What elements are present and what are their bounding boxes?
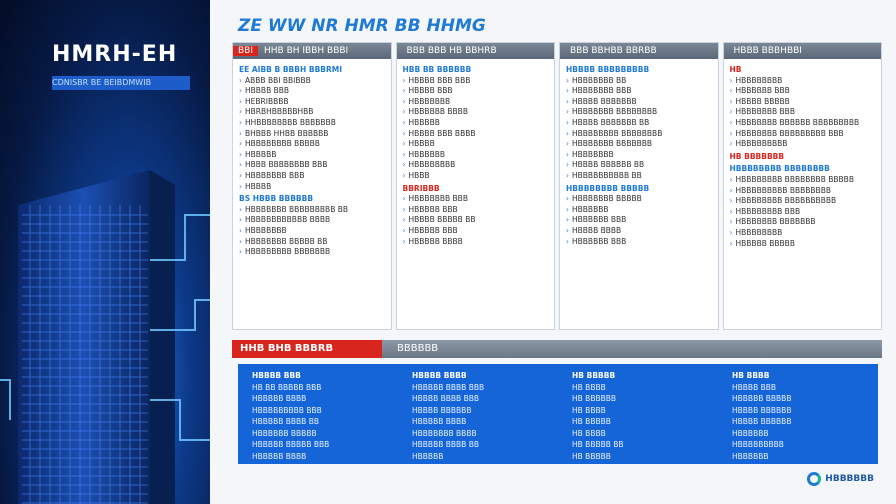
column-header [397,43,555,59]
bullet-icon: › [402,236,406,246]
panel-item: HBBBBB BBBB BB [412,440,480,449]
list-item-text: HBBBBBBBB BBBBB [245,139,320,149]
list-item-text: HBBBBBBBB [735,75,783,85]
list-item-text: HB [729,65,742,74]
panel-item: HBBBB BBB [732,382,777,392]
panel-column [238,364,398,464]
bullet-icon: › [729,196,733,206]
list-item [566,194,712,205]
list-item-text: BHBBB HHBB BBBBBB [245,128,329,138]
list-item-text: HBBBBBB BBBB [408,107,468,117]
bullet-icon: › [402,215,406,225]
bullet-icon: › [729,107,733,117]
list-item-text: HBBBBBBBBB [735,139,788,149]
bullet-icon: › [729,174,733,184]
list-item-text: HEBRIBBBB [245,96,289,106]
blue-summary-panel [238,364,878,464]
list-item [566,205,712,216]
bullet-icon: › [566,149,569,159]
logo-icon [807,472,821,486]
bullet-icon: › [566,160,569,170]
list-item-text: HBBBBBBBB BBBBBBBBBB [735,196,837,206]
list-item-text: HBBBBBBBBBBB BBBB [245,215,331,225]
bullet-icon: › [729,139,733,149]
list-item-text: BBRIBBB [402,183,440,193]
panel-item: HBBBBBB BBBBB [252,428,317,438]
list-item [239,97,385,108]
bullet-icon: › [239,149,242,159]
section-heading [566,184,712,195]
list-item-text: HBBBBBBBB BBBBB [566,183,650,193]
list-item-text: HBBBBBBBB BBBBBBBB BBBBB [735,174,854,184]
column-header-label: BBB BBB HB BBHRB [406,46,497,56]
panel-item: HBBBBBBB BBBB [412,428,477,438]
list-item-text: HBRBHBBBBBHBB [245,107,314,117]
panel-item: HBBBBB BBBB BBB [412,382,485,392]
bullet-icon: › [566,96,569,106]
bullet-icon: › [566,107,569,117]
panel-column [398,364,558,464]
list-item [239,76,385,87]
list-item [566,76,712,87]
list-item-text: HBBBBBB [408,149,446,159]
panel-item: HBBBBBB [732,428,769,438]
list-item [403,129,549,140]
list-item-text: HBBBBBBB BBBBBBB [735,217,816,227]
panel-heading: HBBBB BBBB [412,371,467,380]
list-item [730,118,876,129]
bullet-icon: › [402,96,406,106]
section-band [232,340,882,358]
panel-item: HB BBBB [572,428,606,438]
list-item-text: HBBBBBBB BB [572,75,627,85]
panel-item: HB BBBBB [572,417,611,426]
section-heading [566,65,712,76]
list-item [403,118,549,129]
panel-item: HBBBBB BBBB BB [252,417,320,426]
panel-item: HBBBBBBBBB [732,440,784,449]
bullet-icon: › [402,204,406,214]
column-header [233,43,391,59]
bullet-icon: › [402,170,406,180]
section-heading [403,184,549,195]
list-item-text: HBBBB BBB BBB [408,75,471,85]
hero-subtitle: CDNISBR BE BEIBDMWIB [52,76,190,90]
bullet-icon: › [566,204,569,214]
list-item [239,215,385,226]
list-item-text: HBBBB BBB [408,86,453,96]
list-item-text: HBBBBBBB BBB [408,194,468,204]
bullet-icon: › [239,215,242,225]
bullet-icon: › [239,170,242,180]
bullet-icon: › [239,107,242,117]
list-item-text: HBBBBB BBBB [408,236,463,246]
list-item [566,86,712,97]
list-item [239,226,385,237]
bullet-icon: › [402,160,406,170]
column-list [560,65,718,247]
list-item-text: HBBBB BBB [245,86,290,96]
list-item-text: HBBBBB [408,117,440,127]
bullet-icon: › [729,206,733,216]
bullet-icon: › [729,96,733,106]
bullet-icon: › [566,170,569,180]
list-item [566,150,712,161]
bullet-icon: › [566,128,569,138]
list-item-text: HBBBBBB BBB [735,86,790,96]
bullet-icon: › [402,225,406,235]
bullet-icon: › [402,86,406,96]
panel-item: HBBBBB [412,451,444,461]
hero-panel [0,0,210,504]
bullet-icon: › [566,225,569,235]
panel-item: HBBBBB BBBBB [732,394,792,403]
section-band-label: BBBBBB [397,343,439,354]
panel-item: HB BB BBBBB BBB [252,382,322,392]
list-item-text: HBBBB BBBBBBBBB [566,65,650,74]
list-item-text: HBBBBBBB [408,96,451,106]
panel-item: HB BBBB [572,405,606,415]
bullet-icon: › [729,128,733,138]
list-item-text: HBBBB BBBB [572,225,622,235]
section-heading [730,152,876,163]
list-item-text: HBBBBBBBBBB BB [572,170,642,180]
list-item [403,76,549,87]
bullet-icon: › [239,117,242,127]
section-heading [239,194,385,205]
list-item-text: HBBBB [245,181,272,191]
list-item-text: ABBB BBI BBIBBB [245,75,311,85]
bullet-icon: › [239,236,242,246]
list-item-text: HBBBB BBBBB [735,96,790,106]
list-item [730,86,876,97]
bullet-icon: › [729,86,733,96]
panel-heading: HBBBB BBB [252,371,301,380]
list-item [730,107,876,118]
panel-item: HBBBBBBBBB BBB [252,405,322,415]
hero-title: HMRH-EH [52,42,178,67]
bullet-icon: › [729,185,733,195]
bullet-icon: › [566,117,569,127]
section-heading [239,65,385,76]
column-header-label: HHB BH IBBH BBBI [264,46,349,56]
section-heading [730,65,876,76]
columns-container [232,42,882,330]
list-item-text: HBBBB BBBBBBB BB [572,117,650,127]
list-item-text: HBBBBBBBB [408,160,456,170]
panel-item: HB BBBBB BB [572,440,624,449]
list-item-text: HB BBBBBBB [729,151,785,161]
list-item [730,139,876,150]
content-column [232,42,392,330]
list-item-text: HBBBBBBB BBB [572,86,632,96]
list-item-text: HBBBBBB BBB [572,215,627,225]
section-heading [403,65,549,76]
list-item-text: HBBBBBBB BBBBBBBBB BB [245,204,349,214]
list-item [566,107,712,118]
list-item [239,182,385,193]
panel-column [718,364,878,464]
column-header-tag: BBI [233,46,258,56]
bullet-icon: › [402,75,406,85]
section-band-tag: HHB BHB BBBRB [232,340,382,358]
list-item [730,97,876,108]
column-header-label: BBB BBHBB BBRBB [570,46,657,56]
list-item-text: HHBBBBBBBB BBBBBBB [245,117,336,127]
bullet-icon: › [566,194,569,204]
list-item [730,186,876,197]
list-item [403,139,549,150]
list-item-text: EE AIBB B BBBH BBBRMI [239,65,343,74]
bullet-icon: › [239,225,242,235]
list-item-text: HBBBB BBBBBBB [572,96,637,106]
list-item [403,215,549,226]
bullet-icon: › [729,227,733,237]
list-item-text: HBBBBB [245,149,277,159]
list-item-text: HBB BB BBBBBB [402,65,472,74]
bullet-icon: › [566,75,569,85]
list-item-text: HBBBBBBB BBBBB [572,194,642,204]
list-item-text: HBBB [408,170,430,180]
panel-item: HB BBBB [572,382,606,392]
panel-heading: HB BBBBB [572,371,616,380]
list-item [730,239,876,250]
list-item [566,129,712,140]
bullet-icon: › [566,139,569,149]
list-item [730,175,876,186]
list-item [403,150,549,161]
list-item [566,118,712,129]
list-item [730,129,876,140]
list-item [403,171,549,182]
bullet-icon: › [402,117,406,127]
bullet-icon: › [239,181,242,191]
list-item [730,76,876,87]
list-item-text: HBBBBB BBB [408,204,458,214]
brand-logo [807,472,874,486]
list-item-text: HBBBBBBBB BBBBBBBB [729,164,830,174]
list-item [239,160,385,171]
list-item [239,247,385,258]
list-item-text: HBBBBBBB BBBBBBBB [572,107,658,117]
panel-item: HBBBBB BBBB [252,394,307,403]
list-item [239,129,385,140]
list-item [239,118,385,129]
list-item-text: HBBBBBBBB BBB [735,206,801,216]
bullet-icon: › [402,107,406,117]
list-item [566,160,712,171]
list-item [566,139,712,150]
panel-heading: HB BBBB [732,371,770,380]
list-item-text: HBBBBBBB BBBBBB BBBBBBBBB [735,117,860,127]
panel-item: HBBBBBB [732,451,769,461]
list-item [403,226,549,237]
page-title: ZE WW NR HMR BB HHMG [238,16,486,36]
list-item-text: HBBBBBBBBB BBBBBBBB [735,185,831,195]
column-list [233,65,391,258]
list-item [239,107,385,118]
panel-item: HBBBBB BBBB [412,417,467,426]
list-item [403,205,549,216]
list-item-text: HBBBBB BBB [408,225,458,235]
bullet-icon: › [729,217,733,227]
panel-item: HBBBB BBBB BBB [412,394,480,403]
bullet-icon: › [402,149,406,159]
bullet-icon: › [402,194,406,204]
list-item [239,171,385,182]
list-item-text: HBBBB [408,139,435,149]
panel-item: HBBBB BBBBBB [732,405,792,415]
bullet-icon: › [402,128,406,138]
list-item [403,160,549,171]
bullet-icon: › [729,117,733,127]
panel-column [558,364,718,464]
column-header-label: HBBB BBBHBBI [733,46,802,56]
list-item-text: HBBBBBBBB [735,227,783,237]
list-item-text: HBBBBBB BBB [572,236,627,246]
list-item [730,207,876,218]
list-item [566,171,712,182]
bullet-icon: › [239,160,242,170]
list-item-text: HBBBBBBB BBB [245,170,305,180]
list-item [239,205,385,216]
bullet-icon: › [239,86,242,96]
section-heading [730,164,876,175]
list-item-text: HBBBBBBB BBBBBBB [572,139,653,149]
content-column [559,42,719,330]
list-item [403,237,549,248]
bullet-icon: › [729,238,733,248]
list-item [566,237,712,248]
bullet-icon: › [566,236,569,246]
panel-item: HB BBBBB [572,451,611,461]
column-header [724,43,882,59]
list-item [403,86,549,97]
logo-text: HBBBBBB [825,474,874,484]
bullet-icon: › [239,75,242,85]
list-item-text: HBBBB BBBBBB BB [572,160,645,170]
list-item-text: HBBBBBBB [245,225,287,235]
list-item-text: HBBBBBBB [572,149,614,159]
bullet-icon: › [566,215,569,225]
list-item [239,139,385,150]
bullet-icon: › [239,247,242,257]
bullet-icon: › [239,139,242,149]
list-item [566,215,712,226]
panel-item: HBBBB BBBBBB [732,417,792,426]
list-item [566,226,712,237]
bullet-icon: › [239,128,242,138]
list-item [239,86,385,97]
column-list [724,65,882,249]
list-item [566,97,712,108]
panel-item: HB BBBBBB [572,394,617,403]
list-item-text: HBBBBB BBBBB [735,238,795,248]
content-column [723,42,883,330]
list-item [239,150,385,161]
list-item-text: HBBB BBBBBBBB BBB [245,160,328,170]
content-column [396,42,556,330]
panel-item: HBBBBB BBBBB BBB [252,440,330,449]
panel-item: HBBBBB BBBB [252,451,307,461]
bullet-icon: › [239,96,242,106]
list-item-text: HBBBB BBB BBBB [408,128,476,138]
list-item [403,194,549,205]
content-area [210,0,896,504]
list-item [730,196,876,207]
list-item [730,217,876,228]
column-list [397,65,555,247]
list-item [403,107,549,118]
column-header [560,43,718,59]
bullet-icon: › [239,204,242,214]
bullet-icon: › [729,75,733,85]
list-item-text: HBBBBBBBB BBBBBBBB [572,128,663,138]
list-item [730,228,876,239]
bullet-icon: › [402,139,406,149]
list-item-text: HBBBBBBB BBBBBBBBB BBB [735,128,844,138]
list-item-text: HBBBBBBB BBB [735,107,795,117]
list-item-text: HBBBBBBBB BBBBBBB [245,247,331,257]
list-item-text: HBBBB BBBBB BB [408,215,476,225]
bullet-icon: › [566,86,569,96]
list-item-text: HBBBBBBB BBBBB BB [245,236,328,246]
list-item-text: BS HBBB BBBBBB [239,194,314,204]
list-item-text: HBBBBBB [572,204,609,214]
list-item [239,237,385,248]
panel-item: HBBBB BBBBBB [412,405,472,415]
list-item [403,97,549,108]
